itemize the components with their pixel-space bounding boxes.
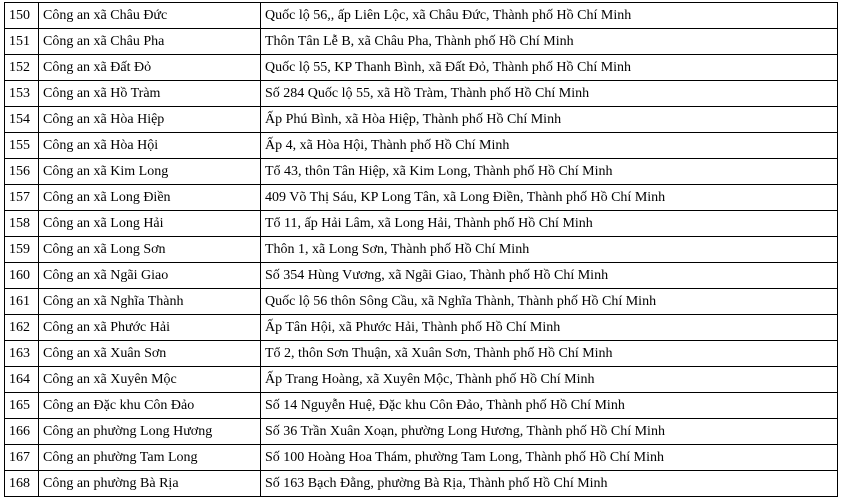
station-address: Ấp Tân Hội, xã Phước Hải, Thành phố Hồ Chí Minh	[261, 315, 838, 341]
row-number: 155	[5, 133, 39, 159]
station-address: Ấp Trang Hoàng, xã Xuyên Mộc, Thành phố Hồ Chí Minh	[261, 367, 838, 393]
table-row	[5, 3, 838, 29]
table-body	[5, 3, 838, 497]
station-name: Công an xã Châu Đức	[39, 3, 261, 29]
table-row	[5, 263, 838, 289]
station-name: Công an xã Ngãi Giao	[39, 263, 261, 289]
table-row	[5, 133, 838, 159]
station-address: Ấp Phú Bình, xã Hòa Hiệp, Thành phố Hồ Chí Minh	[261, 107, 838, 133]
station-address: Số 284 Quốc lộ 55, xã Hồ Tràm, Thành phố Hồ Chí Minh	[261, 81, 838, 107]
row-number: 158	[5, 211, 39, 237]
table-row	[5, 159, 838, 185]
row-number: 166	[5, 419, 39, 445]
row-number: 151	[5, 29, 39, 55]
row-number: 159	[5, 237, 39, 263]
table-row	[5, 445, 838, 471]
row-number: 150	[5, 3, 39, 29]
station-name: Công an phường Bà Rịa	[39, 471, 261, 497]
station-address: Thôn 1, xã Long Sơn, Thành phố Hồ Chí Minh	[261, 237, 838, 263]
table-row	[5, 29, 838, 55]
station-address: Quốc lộ 56 thôn Sông Cầu, xã Nghĩa Thành, Thành phố Hồ Chí Minh	[261, 289, 838, 315]
table-row	[5, 55, 838, 81]
station-name: Công an phường Tam Long	[39, 445, 261, 471]
station-name: Công an xã Xuân Sơn	[39, 341, 261, 367]
table-row	[5, 107, 838, 133]
table-row	[5, 211, 838, 237]
table-row	[5, 315, 838, 341]
station-address: Tổ 11, ấp Hải Lâm, xã Long Hải, Thành phố Hồ Chí Minh	[261, 211, 838, 237]
station-address: Thôn Tân Lễ B, xã Châu Pha, Thành phố Hồ Chí Minh	[261, 29, 838, 55]
table-row	[5, 237, 838, 263]
row-number: 153	[5, 81, 39, 107]
table-row	[5, 81, 838, 107]
table-row	[5, 289, 838, 315]
row-number: 164	[5, 367, 39, 393]
table-row	[5, 367, 838, 393]
station-address: Tổ 43, thôn Tân Hiệp, xã Kim Long, Thành phố Hồ Chí Minh	[261, 159, 838, 185]
police-station-table	[4, 2, 838, 497]
table-row	[5, 419, 838, 445]
station-address: Ấp 4, xã Hòa Hội, Thành phố Hồ Chí Minh	[261, 133, 838, 159]
row-number: 163	[5, 341, 39, 367]
table-row	[5, 393, 838, 419]
row-number: 152	[5, 55, 39, 81]
station-address: Quốc lộ 55, KP Thanh Bình, xã Đất Đỏ, Thành phố Hồ Chí Minh	[261, 55, 838, 81]
row-number: 154	[5, 107, 39, 133]
station-address: Số 163 Bạch Đằng, phường Bà Rịa, Thành phố Hồ Chí Minh	[261, 471, 838, 497]
station-name: Công an xã Long Hải	[39, 211, 261, 237]
station-name: Công an xã Long Điền	[39, 185, 261, 211]
table-row	[5, 341, 838, 367]
station-address: Số 36 Trần Xuân Xoạn, phường Long Hương, Thành phố Hồ Chí Minh	[261, 419, 838, 445]
station-address: 409 Võ Thị Sáu, KP Long Tân, xã Long Điền, Thành phố Hồ Chí Minh	[261, 185, 838, 211]
station-address: Số 354 Hùng Vương, xã Ngãi Giao, Thành phố Hồ Chí Minh	[261, 263, 838, 289]
row-number: 165	[5, 393, 39, 419]
station-name: Công an xã Châu Pha	[39, 29, 261, 55]
station-address: Số 14 Nguyễn Huệ, Đặc khu Côn Đảo, Thành phố Hồ Chí Minh	[261, 393, 838, 419]
row-number: 161	[5, 289, 39, 315]
station-name: Công an xã Phước Hải	[39, 315, 261, 341]
table-row	[5, 471, 838, 497]
row-number: 157	[5, 185, 39, 211]
station-address: Tổ 2, thôn Sơn Thuận, xã Xuân Sơn, Thành phố Hồ Chí Minh	[261, 341, 838, 367]
station-address: Quốc lộ 56,, ấp Liên Lộc, xã Châu Đức, Thành phố Hồ Chí Minh	[261, 3, 838, 29]
station-address: Số 100 Hoàng Hoa Thám, phường Tam Long, Thành phố Hồ Chí Minh	[261, 445, 838, 471]
station-name: Công an xã Xuyên Mộc	[39, 367, 261, 393]
station-name: Công an phường Long Hương	[39, 419, 261, 445]
row-number: 160	[5, 263, 39, 289]
station-name: Công an xã Hòa Hiệp	[39, 107, 261, 133]
station-name: Công an xã Đất Đỏ	[39, 55, 261, 81]
row-number: 162	[5, 315, 39, 341]
row-number: 156	[5, 159, 39, 185]
station-name: Công an Đặc khu Côn Đảo	[39, 393, 261, 419]
station-name: Công an xã Hồ Tràm	[39, 81, 261, 107]
station-name: Công an xã Nghĩa Thành	[39, 289, 261, 315]
station-name: Công an xã Kim Long	[39, 159, 261, 185]
table-row	[5, 185, 838, 211]
row-number: 167	[5, 445, 39, 471]
station-name: Công an xã Long Sơn	[39, 237, 261, 263]
station-name: Công an xã Hòa Hội	[39, 133, 261, 159]
row-number: 168	[5, 471, 39, 497]
